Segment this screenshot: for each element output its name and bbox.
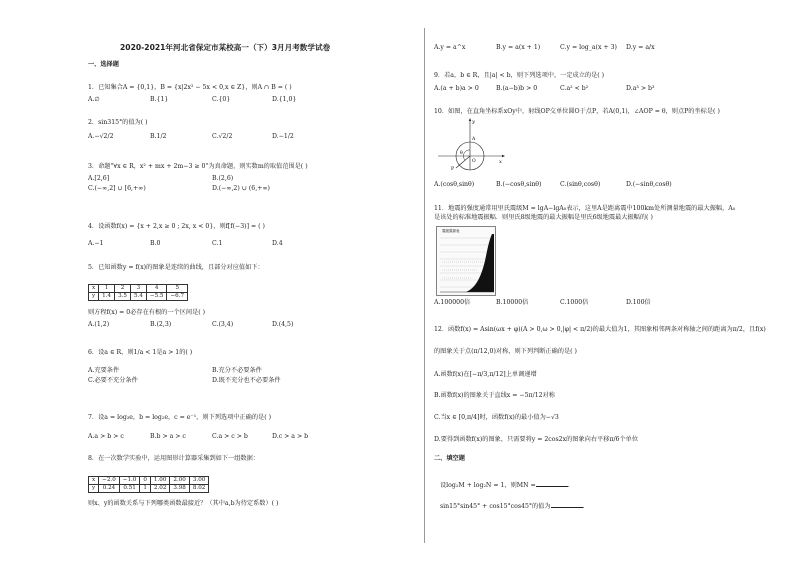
q6-stem: 6．设a ∈ R，则1/a < 1是a > 1的( ) [88,349,193,356]
q1-stem: 1．已知集合A = {0,1}，B = {x|2x² − 5x < 0,x ∈ Z}，则A ∩ B = ( ) [88,84,292,91]
q6-option-d: D.既不充分也不必要条件 [212,377,281,384]
q10-option-c: C.(sinθ,cosθ) [560,181,601,188]
q5-option-a: A.(1,2) [88,321,110,328]
q8-stem-continued: 则x、y的函数关系与下列哪类函数最接近？（其中a,b为待定系数）( ) [88,500,279,507]
q3-option-b: B.(2,6) [212,175,234,182]
q1-option-a: A.∅ [88,96,100,103]
q2-option-b: B.1/2 [150,133,167,140]
q7-stem: 7．设a = log₃e，b = log₂e，c = e⁻¹，则下列选项中正确的是( ) [88,414,272,421]
q4-stem: 4．设函数f(x) = {x + 2,x ≥ 0 ; 2x, x < 0}，则f[f(−3)] = ( ) [88,223,265,230]
q4-option-d: D.4 [272,240,283,247]
label-x-axis: x [499,159,502,165]
q9-option-b: B.(a−b)b > 0 [496,85,538,92]
q14-line [440,501,585,511]
q4-option-c: C.1 [212,240,223,247]
q11-stem-line1: 11．地震的强度通常用里氏震级M = lgA−lgA₀表示，这里A是距离震中100km处所测量地震的最大振幅，A₀ [434,205,736,212]
q2-stem: 2．sin315°的值为( ) [88,119,148,126]
q13-period: . [567,482,570,489]
table-cell: 3.98 [170,485,189,493]
q12-option-a: A.函数f(x)在[−π/3,π/12]上单调递增 [434,371,537,378]
q6-option-c: C.必要不充分条件 [88,377,138,384]
q9-option-c: C.a² < b² [560,85,589,92]
table-cell: 2.02 [150,485,169,493]
q7-option-a: A.a > b > c [88,433,124,440]
table-row [89,293,188,301]
table-cell: −5.5 [146,293,167,301]
table-cell: 5 [167,285,188,293]
q13-line [440,480,570,490]
q11-option-d: D.100倍 [626,299,651,306]
label-y-axis: y [472,119,475,125]
table-cell: x [89,285,99,293]
q7-option-b: B.b > a > c [150,433,186,440]
table-cell: 4 [146,285,167,293]
q12-option-c: C.当x ∈ [0,π/4]时，函数f(x)的最小值为−√3 [434,414,559,421]
page-title: 2020-2021年河北省保定市某校高一（下）3月月考数学试卷 [120,43,331,52]
q8-option-c: C.y = log_a(x + 3) [560,44,617,51]
label-theta: θ [460,151,463,156]
q8-stem: 8．在一次数学实验中，运用图形计算器采集到如下一组数据： [88,455,259,462]
q8-option-a: A.y = a^x [434,44,466,51]
q3-option-a: A.[2,6] [88,175,110,182]
q10-option-a: A.(cosθ,sinθ) [434,181,475,188]
q5-option-b: B.(2,3) [150,321,172,328]
q10-unit-circle-figure [436,117,506,172]
q5-stem: 5．已知函数y = f(x)的图象是连续的曲线，且部分对应值如下： [88,264,264,271]
table-cell: 2.00 [170,477,189,485]
q6-option-a: A.充要条件 [88,367,120,374]
table-cell: 1 [99,285,115,293]
x-axis-arrow-icon [502,155,505,157]
table-cell: 2 [115,285,131,293]
ray-op [456,156,470,168]
q10-option-d: D.(−sinθ,cosθ) [626,181,672,188]
q8-option-d: D.y = a/x [626,44,655,51]
table-cell: 3.5 [115,293,131,301]
q14-stem: sin15°sin45° + cos15°cos45°的值为 [440,503,551,510]
q2-option-c: C.√2/2 [212,133,233,140]
table-cell: 8.02 [189,485,208,493]
y-axis-arrow-icon [469,118,471,121]
table-cell: 0.51 [119,485,140,493]
q2-option-a: A.−√2/2 [88,133,114,140]
q1-option-c: C.{0} [212,96,231,103]
q3-stem: 3．命题"∀x ∈ R，x² + mx + 2m−3 ≥ 0"为真命题，则实数m的取值范围是( ) [88,163,308,170]
q14-period: . [582,503,585,510]
table-cell: x [89,477,99,485]
q2-option-d: D.−1/2 [272,133,294,140]
figure-title: 震级震源表 [442,229,460,233]
table-row [89,485,209,493]
q5-stem-continued: 则方程f(x) = 0必存在有根的一个区间是( ) [88,309,206,316]
q11-option-b: B.10000倍 [496,299,529,306]
table-cell: y [89,485,99,493]
q9-option-d: D.a³ > b³ [626,85,655,92]
q12-stem-line1: 12．函数f(x) = Asin(ωx + φ)(A > 0,ω > 0,|φ| < π/2)的最大值为1，其图象相邻两条对称轴之间的距离为π/2，且f(x) [434,326,766,333]
table-cell: y [89,293,99,301]
table-cell: 1.4 [99,293,115,301]
table-cell: 3 [130,285,146,293]
q11-option-a: A.100000倍 [434,299,471,306]
table-row [89,285,188,293]
table-row [89,477,209,485]
table-cell: −1.0 [119,477,140,485]
section-choice-heading: 一、选择题 [88,61,119,68]
label-origin: O [472,159,476,164]
table-cell: 0 [140,477,151,485]
table-cell: 0.24 [99,485,120,493]
section-fill-heading: 二、填空题 [434,455,465,462]
q5-option-c: C.(3,4) [212,321,234,328]
q9-option-a: A.(a + b)a > 0 [434,85,479,92]
q8-table [88,476,209,493]
q1-option-b: B.{1} [150,96,169,103]
q11-seismograph-figure [436,226,496,296]
q5-table [88,284,188,301]
q11-stem-line2: 是该处的标准地震振幅．则里氏8级地震的最大振幅是里氏6级地震最大振幅的( ) [434,214,653,221]
q13-stem: 设log₂M + log₂N = 1，则MN = [440,482,536,489]
q10-option-b: B.(−cosθ,sinθ) [496,181,542,188]
column-divider [424,28,425,543]
table-cell: 1 [140,485,151,493]
q7-option-c: C.a > c > b [212,433,248,440]
q7-option-d: D.c > a > b [272,433,309,440]
q10-stem: 10．如图，在直角坐标系xOy中，射线OP交单位圆O于点P，若A(0,1)，∠AOP = θ，则点P的坐标是( ) [434,108,720,115]
q12-option-b: B.函数f(x)的图象关于直线x = −5π/12对称 [434,392,555,399]
q8-option-b: B.y = a(x + 1) [496,44,541,51]
q12-stem-line2: 的图象关于点(π/12,0)对称，则下列判断正确的是( ) [434,348,577,355]
q5-option-d: D.(4,5) [272,321,294,328]
q4-option-b: B.0 [150,240,161,247]
table-cell: 3.00 [189,477,208,485]
q3-option-c: C.(−∞,2] ∪ [6,+∞) [88,185,146,192]
q14-answer-blank[interactable] [551,501,583,508]
q9-stem: 9．若a，b ∈ R，且|a| < b，则下列选项中，一定成立的是( ) [434,72,605,79]
label-point-p: P [451,167,455,172]
q3-option-d: D.(−∞,2) ∪ (6,+∞) [212,185,270,192]
q11-option-c: C.1000倍 [560,299,589,306]
q1-option-d: D.{1,0} [272,96,297,103]
table-cell: 5.4 [130,293,146,301]
q4-option-a: A.−1 [88,240,104,247]
table-cell: −6.7 [167,293,188,301]
q6-option-b: B.充分不必要条件 [212,367,262,374]
table-cell: 1.00 [150,477,169,485]
q12-option-d: D.要得到函数f(x)的图象，只需要将y = 2cos2x的图象向右平移π/6个单位 [434,436,639,443]
label-point-a: A [472,137,476,142]
q13-answer-blank[interactable] [536,480,568,487]
table-cell: −2.0 [99,477,120,485]
